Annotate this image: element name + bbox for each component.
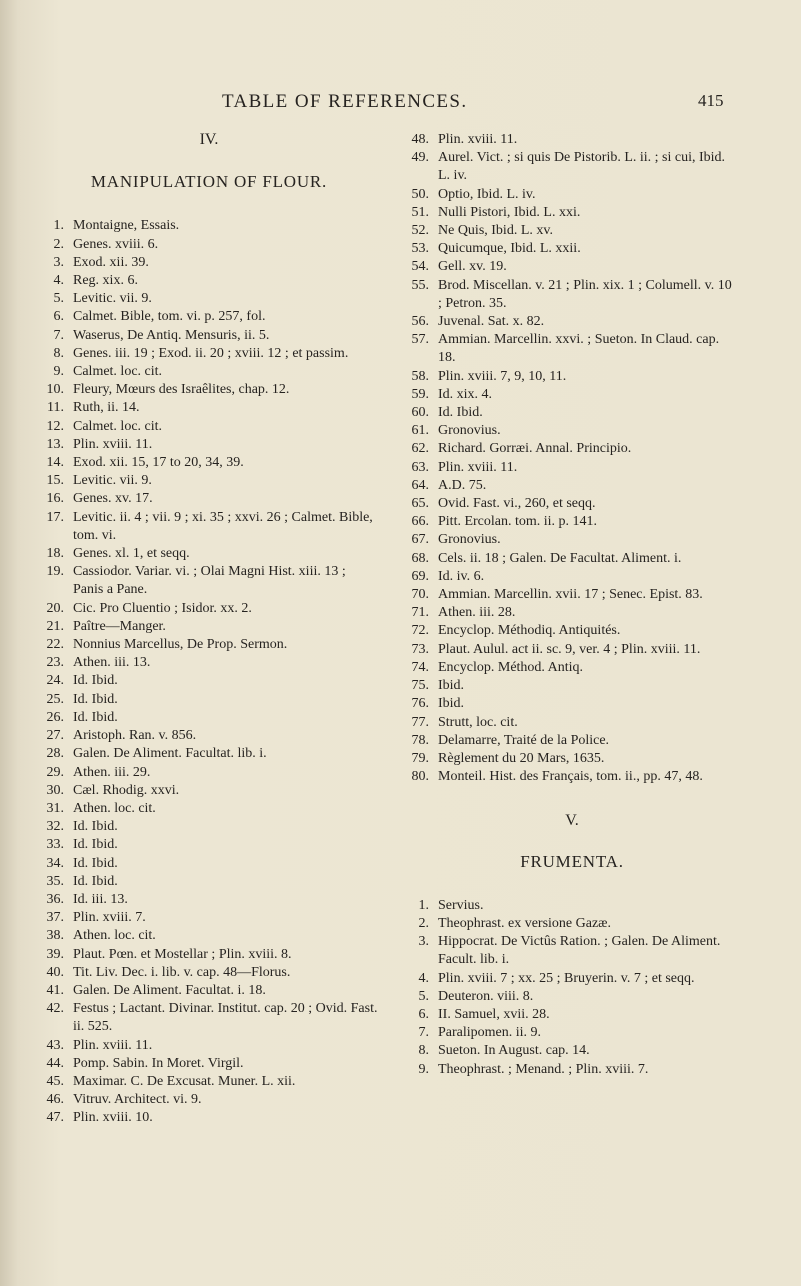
reference-entry	[405, 714, 739, 732]
reference-entry	[40, 345, 378, 363]
reference-entry	[405, 622, 739, 640]
reference-number: 71.	[411, 605, 429, 621]
reference-list-iv-part1	[40, 217, 378, 1127]
running-title: TABLE OF REFERENCES.	[222, 91, 468, 112]
reference-number: 29.	[46, 764, 64, 780]
reference-entry	[405, 970, 739, 988]
reference-number: 20.	[46, 600, 64, 616]
reference-number: 5.	[418, 988, 429, 1004]
reference-entry	[40, 982, 378, 1000]
reference-number: 21.	[46, 618, 64, 634]
running-head	[0, 91, 801, 115]
reference-entry	[40, 327, 378, 345]
reference-entry	[405, 1006, 739, 1024]
reference-number: 8.	[418, 1043, 429, 1059]
reference-entry	[40, 1055, 378, 1073]
reference-text: Theophrast. ; Menand. ; Plin. xviii. 7.	[438, 1061, 649, 1077]
reference-number: 38.	[46, 928, 64, 944]
reference-text: Plin. xviii. 11.	[73, 1037, 153, 1053]
reference-text: Plin. xviii. 7, 9, 10, 11.	[438, 368, 567, 384]
reference-text: A.D. 75.	[438, 477, 487, 493]
reference-number: 72.	[411, 623, 429, 639]
reference-number: 17.	[46, 509, 64, 525]
reference-entry	[40, 1073, 378, 1091]
reference-text: Cassiodor. Variar. vi. ; Olai Magni Hist. xiii. 13 ; Panis a Pane.	[73, 564, 346, 598]
reference-text: Id. Ibid.	[73, 819, 118, 835]
reference-text: Hippocrat. De Victûs Ration. ; Galen. De Aliment. Facult. lib. i.	[438, 934, 721, 968]
reference-number: 9.	[418, 1061, 429, 1077]
reference-text: Id. xix. 4.	[438, 386, 493, 402]
reference-text: Pomp. Sabin. In Moret. Virgil.	[73, 1055, 244, 1071]
reference-entry	[405, 477, 739, 495]
reference-entry	[405, 131, 739, 149]
reference-number: 32.	[46, 819, 64, 835]
reference-number: 12.	[46, 418, 64, 434]
reference-number: 7.	[418, 1025, 429, 1041]
reference-number: 7.	[53, 327, 64, 343]
reference-number: 9.	[53, 364, 64, 380]
reference-text: Gell. xv. 19.	[438, 259, 507, 275]
reference-entry	[405, 933, 739, 969]
reference-text: Règlement du 20 Mars, 1635.	[438, 750, 605, 766]
reference-number: 43.	[46, 1037, 64, 1053]
reference-entry	[40, 691, 378, 709]
reference-number: 34.	[46, 855, 64, 871]
reference-entry	[40, 800, 378, 818]
reference-text: Strutt, loc. cit.	[438, 714, 518, 730]
reference-entry	[405, 368, 739, 386]
reference-text: Calmet. loc. cit.	[73, 364, 163, 380]
reference-entry	[40, 836, 378, 854]
reference-text: Athen. iii. 29.	[73, 764, 151, 780]
reference-number: 74.	[411, 659, 429, 675]
reference-text: Exod. xii. 15, 17 to 20, 34, 39.	[73, 455, 244, 471]
reference-number: 48.	[411, 132, 429, 147]
reference-text: Gronovius.	[438, 423, 501, 439]
reference-entry	[405, 568, 739, 586]
reference-text: Waserus, De Antiq. Mensuris, ii. 5.	[73, 327, 270, 343]
reference-number: 18.	[46, 546, 64, 562]
reference-entry	[40, 727, 378, 745]
reference-text: Optio, Ibid. L. iv.	[438, 186, 536, 202]
reference-entry	[40, 745, 378, 763]
reference-number: 73.	[411, 641, 429, 657]
reference-entry	[40, 636, 378, 654]
reference-text: Nulli Pistori, Ibid. L. xxi.	[438, 204, 581, 220]
reference-entry	[40, 782, 378, 800]
reference-number: 22.	[46, 637, 64, 653]
reference-text: Plin. xviii. 10.	[73, 1110, 153, 1126]
reference-text: Quicumque, Ibid. L. xxii.	[438, 241, 581, 257]
reference-text: Id. iv. 6.	[438, 568, 485, 584]
reference-text: Athen. loc. cit.	[73, 800, 156, 816]
reference-entry	[40, 308, 378, 326]
reference-entry	[405, 1024, 739, 1042]
reference-text: Cæl. Rhodig. xxvi.	[73, 782, 180, 798]
reference-number: 56.	[411, 314, 429, 330]
reference-entry	[405, 258, 739, 276]
reference-text: Genes. xviii. 6.	[73, 236, 159, 252]
reference-number: 4.	[418, 970, 429, 986]
reference-entry	[405, 186, 739, 204]
reference-entry	[40, 509, 378, 545]
reference-entry	[405, 459, 739, 477]
page-number: 415	[698, 91, 724, 110]
reference-text: Reg. xix. 6.	[73, 273, 138, 289]
reference-number: 6.	[53, 309, 64, 325]
reference-entry	[40, 764, 378, 782]
reference-text: Encyclop. Méthod. Antiq.	[438, 659, 584, 675]
reference-text: Delamarre, Traité de la Police.	[438, 732, 610, 748]
reference-entry	[405, 440, 739, 458]
reference-text: Festus ; Lactant. Divinar. Institut. cap. 20 ; Ovid. Fast. ii. 525.	[73, 1001, 378, 1035]
reference-number: 57.	[411, 332, 429, 348]
reference-number: 31.	[46, 800, 64, 816]
reference-text: Deuteron. viii. 8.	[438, 988, 534, 1004]
reference-text: Paralipomen. ii. 9.	[438, 1025, 542, 1041]
reference-number: 50.	[411, 186, 429, 202]
reference-text: Ovid. Fast. vi., 260, et seqq.	[438, 496, 596, 512]
reference-entry	[40, 855, 378, 873]
reference-entry	[405, 1042, 739, 1060]
section-v-title: FRUMENTA.	[520, 851, 624, 871]
reference-text: Id. Ibid.	[73, 691, 118, 707]
reference-text: Ibid.	[438, 678, 465, 694]
reference-entry	[405, 550, 739, 568]
reference-entry	[40, 399, 378, 417]
reference-entry	[405, 750, 739, 768]
reference-entry	[405, 586, 739, 604]
reference-entry	[405, 495, 739, 513]
reference-entry	[40, 418, 378, 436]
reference-text: Id. Ibid.	[73, 855, 118, 871]
reference-number: 78.	[411, 732, 429, 748]
reference-text: Tit. Liv. Dec. i. lib. v. cap. 48—Florus.	[73, 964, 291, 980]
reference-number: 36.	[46, 891, 64, 907]
reference-number: 10.	[46, 382, 64, 398]
reference-text: Ne Quis, Ibid. L. xv.	[438, 223, 553, 239]
reference-entry	[40, 563, 378, 599]
reference-number: 35.	[46, 873, 64, 889]
reference-text: Levitic. vii. 9.	[73, 291, 152, 307]
reference-number: 59.	[411, 386, 429, 402]
reference-text: Plin. xviii. 11.	[438, 132, 518, 147]
reference-text: Levitic. ii. 4 ; vii. 9 ; xi. 35 ; xxvi. 26 ; Calmet. Bible, tom. vi.	[73, 509, 373, 543]
reference-entry	[40, 927, 378, 945]
reference-number: 52.	[411, 223, 429, 239]
reference-entry	[405, 513, 739, 531]
reference-number: 5.	[53, 291, 64, 307]
reference-entry	[40, 654, 378, 672]
reference-number: 66.	[411, 514, 429, 530]
reference-entry	[40, 818, 378, 836]
reference-text: Encyclop. Méthodiq. Antiquités.	[438, 623, 621, 639]
reference-number: 68.	[411, 550, 429, 566]
reference-text: Paître—Manger.	[73, 618, 166, 634]
reference-number: 70.	[411, 587, 429, 603]
reference-number: 64.	[411, 477, 429, 493]
reference-number: 2.	[53, 236, 64, 252]
reference-number: 37.	[46, 910, 64, 926]
reference-text: Galen. De Aliment. Facultat. i. 18.	[73, 982, 266, 998]
reference-text: Ibid.	[438, 696, 465, 712]
reference-number: 55.	[411, 277, 429, 293]
reference-entry	[405, 641, 739, 659]
reference-number: 42.	[46, 1001, 64, 1017]
reference-number: 49.	[411, 150, 429, 166]
left-column	[40, 131, 378, 1128]
reference-text: Genes. xv. 17.	[73, 491, 153, 507]
reference-number: 63.	[411, 459, 429, 475]
reference-text: Athen. loc. cit.	[73, 928, 156, 944]
reference-text: Calmet. Bible, tom. vi. p. 257, fol.	[73, 309, 266, 325]
reference-number: 16.	[46, 491, 64, 507]
reference-entry	[405, 149, 739, 185]
reference-text: Vitruv. Architect. vi. 9.	[73, 1092, 202, 1108]
reference-entry	[405, 677, 739, 695]
reference-text: Pitt. Ercolan. tom. ii. p. 141.	[438, 514, 598, 530]
reference-entry	[405, 695, 739, 713]
reference-text: Juvenal. Sat. x. 82.	[438, 314, 545, 330]
reference-text: Maximar. C. De Excusat. Muner. L. xii.	[73, 1073, 296, 1089]
reference-text: Plin. xviii. 11.	[73, 436, 153, 452]
reference-entry	[40, 472, 378, 490]
reference-text: Plin. xviii. 7.	[73, 910, 146, 926]
reference-text: Plin. xviii. 11.	[438, 459, 518, 475]
reference-text: Theophrast. ex versione Gazæ.	[438, 915, 611, 931]
reference-entry	[405, 915, 739, 933]
reference-number: 3.	[53, 254, 64, 270]
reference-text: Nonnius Marcellus, De Prop. Sermon.	[73, 637, 288, 653]
reference-entry	[405, 422, 739, 440]
reference-number: 1.	[53, 218, 64, 234]
reference-entry	[40, 1109, 378, 1127]
reference-number: 19.	[46, 564, 64, 580]
reference-entry	[40, 709, 378, 727]
reference-number: 1.	[418, 897, 429, 913]
reference-text: Monteil. Hist. des Français, tom. ii., pp. 47, 48.	[438, 769, 703, 785]
reference-entry	[40, 891, 378, 909]
reference-text: Montaigne, Essais.	[73, 218, 180, 234]
reference-number: 11.	[47, 400, 64, 416]
reference-entry	[40, 1037, 378, 1055]
reference-entry	[40, 909, 378, 927]
reference-entry	[40, 381, 378, 399]
reference-entry	[405, 222, 739, 240]
reference-text: Plaut. Aulul. act ii. sc. 9, ver. 4 ; Plin. xviii. 11.	[438, 641, 701, 657]
reference-entry	[405, 531, 739, 549]
reference-number: 77.	[411, 714, 429, 730]
reference-number: 61.	[411, 423, 429, 439]
reference-text: Cic. Pro Cluentio ; Isidor. xx. 2.	[73, 600, 252, 616]
reference-number: 4.	[53, 273, 64, 289]
reference-entry	[40, 272, 378, 290]
reference-text: Cels. ii. 18 ; Galen. De Facultat. Aliment. i.	[438, 550, 682, 566]
section-iv-title: MANIPULATION OF FLOUR.	[90, 172, 328, 192]
reference-entry	[405, 604, 739, 622]
reference-text: Ammian. Marcellin. xxvi. ; Sueton. In Claud. cap. 18.	[438, 332, 720, 366]
reference-number: 33.	[46, 837, 64, 853]
reference-text: Aristoph. Ran. v. 856.	[73, 728, 197, 744]
section-iv-number: IV.	[199, 131, 219, 148]
reference-number: 65.	[411, 496, 429, 512]
reference-number: 8.	[53, 345, 64, 361]
reference-text: Id. Ibid.	[73, 673, 118, 689]
reference-text: Genes. xl. 1, et seqq.	[73, 546, 190, 562]
reference-entry	[40, 436, 378, 454]
reference-text: II. Samuel, xvii. 28.	[438, 1006, 550, 1022]
reference-entry	[40, 490, 378, 508]
reference-number: 26.	[46, 709, 64, 725]
reference-text: Calmet. loc. cit.	[73, 418, 163, 434]
reference-number: 3.	[418, 934, 429, 950]
reference-number: 76.	[411, 696, 429, 712]
reference-number: 27.	[46, 728, 64, 744]
reference-number: 15.	[46, 473, 64, 489]
reference-text: Ruth, ii. 14.	[73, 400, 140, 416]
reference-entry	[40, 363, 378, 381]
reference-number: 30.	[46, 782, 64, 798]
reference-text: Id. Ibid.	[73, 873, 118, 889]
reference-text: Id. Ibid.	[73, 837, 118, 853]
reference-entry	[405, 768, 739, 786]
reference-number: 67.	[411, 532, 429, 548]
reference-text: Richard. Gorræi. Annal. Principio.	[438, 441, 632, 457]
reference-text: Brod. Miscellan. v. 21 ; Plin. xix. 1 ; Columell. v. 10 ; Petron. 35.	[438, 277, 732, 311]
reference-entry	[40, 873, 378, 891]
reference-entry	[40, 672, 378, 690]
reference-text: Servius.	[438, 897, 484, 913]
reference-text: Id. iii. 13.	[73, 891, 128, 907]
reference-number: 23.	[46, 655, 64, 671]
reference-number: 58.	[411, 368, 429, 384]
reference-number: 25.	[46, 691, 64, 707]
reference-number: 75.	[411, 678, 429, 694]
reference-text: Plaut. Pœn. et Mostellar ; Plin. xviii. 8.	[73, 946, 292, 962]
reference-text: Levitic. vii. 9.	[73, 473, 152, 489]
reference-list-iv-part2	[405, 131, 739, 786]
reference-text: Fleury, Mœurs des Israêlites, chap. 12.	[73, 382, 290, 398]
reference-entry	[405, 240, 739, 258]
reference-text: Id. Ibid.	[73, 709, 118, 725]
reference-number: 60.	[411, 405, 429, 421]
reference-entry	[40, 946, 378, 964]
reference-entry	[405, 404, 739, 422]
reference-number: 6.	[418, 1006, 429, 1022]
reference-text: Id. Ibid.	[438, 405, 483, 421]
reference-entry	[40, 217, 378, 235]
reference-entry	[405, 204, 739, 222]
reference-entry	[40, 454, 378, 472]
reference-number: 41.	[46, 982, 64, 998]
reference-entry	[405, 386, 739, 404]
reference-number: 51.	[411, 204, 429, 220]
reference-entry	[40, 545, 378, 563]
reference-number: 24.	[46, 673, 64, 689]
reference-entry	[405, 659, 739, 677]
reference-text: Athen. iii. 13.	[73, 655, 151, 671]
reference-entry	[40, 1091, 378, 1109]
reference-entry	[405, 313, 739, 331]
reference-number: 13.	[46, 436, 64, 452]
reference-entry	[405, 988, 739, 1006]
reference-number: 45.	[46, 1073, 64, 1089]
reference-number: 69.	[411, 568, 429, 584]
reference-number: 47.	[46, 1110, 64, 1126]
reference-text: Exod. xii. 39.	[73, 254, 149, 270]
reference-entry	[40, 618, 378, 636]
reference-number: 54.	[411, 259, 429, 275]
reference-entry	[40, 964, 378, 982]
reference-text: Sueton. In August. cap. 14.	[438, 1043, 590, 1059]
reference-entry	[405, 1061, 739, 1079]
reference-entry	[40, 236, 378, 254]
reference-entry	[405, 331, 739, 367]
reference-entry	[405, 277, 739, 313]
reference-number: 46.	[46, 1092, 64, 1108]
reference-number: 39.	[46, 946, 64, 962]
reference-entry	[40, 254, 378, 272]
section-v-number: V.	[565, 812, 579, 830]
reference-number: 53.	[411, 241, 429, 257]
reference-text: Ammian. Marcellin. xvii. 17 ; Senec. Epist. 83.	[438, 587, 703, 603]
reference-text: Aurel. Vict. ; si quis De Pistorib. L. ii. ; si cui, Ibid. L. iv.	[438, 150, 726, 184]
reference-number: 2.	[418, 915, 429, 931]
reference-entry	[40, 1000, 378, 1036]
reference-list-v	[405, 897, 739, 1079]
reference-text: Galen. De Aliment. Facultat. lib. i.	[73, 746, 267, 762]
reference-number: 79.	[411, 750, 429, 766]
reference-number: 62.	[411, 441, 429, 457]
reference-entry	[40, 290, 378, 308]
reference-text: Athen. iii. 28.	[438, 605, 516, 621]
reference-number: 14.	[46, 455, 64, 471]
reference-number: 80.	[411, 769, 429, 785]
reference-text: Gronovius.	[438, 532, 501, 548]
reference-number: 28.	[46, 746, 64, 762]
reference-number: 44.	[46, 1055, 64, 1071]
reference-entry	[40, 600, 378, 618]
reference-number: 40.	[46, 964, 64, 980]
reference-entry	[405, 732, 739, 750]
right-column	[405, 131, 739, 1079]
reference-entry	[405, 897, 739, 915]
reference-text: Genes. iii. 19 ; Exod. ii. 20 ; xviii. 12 ; et passim.	[73, 345, 349, 361]
reference-text: Plin. xviii. 7 ; xx. 25 ; Bruyerin. v. 7 ; et seqq.	[438, 970, 695, 986]
